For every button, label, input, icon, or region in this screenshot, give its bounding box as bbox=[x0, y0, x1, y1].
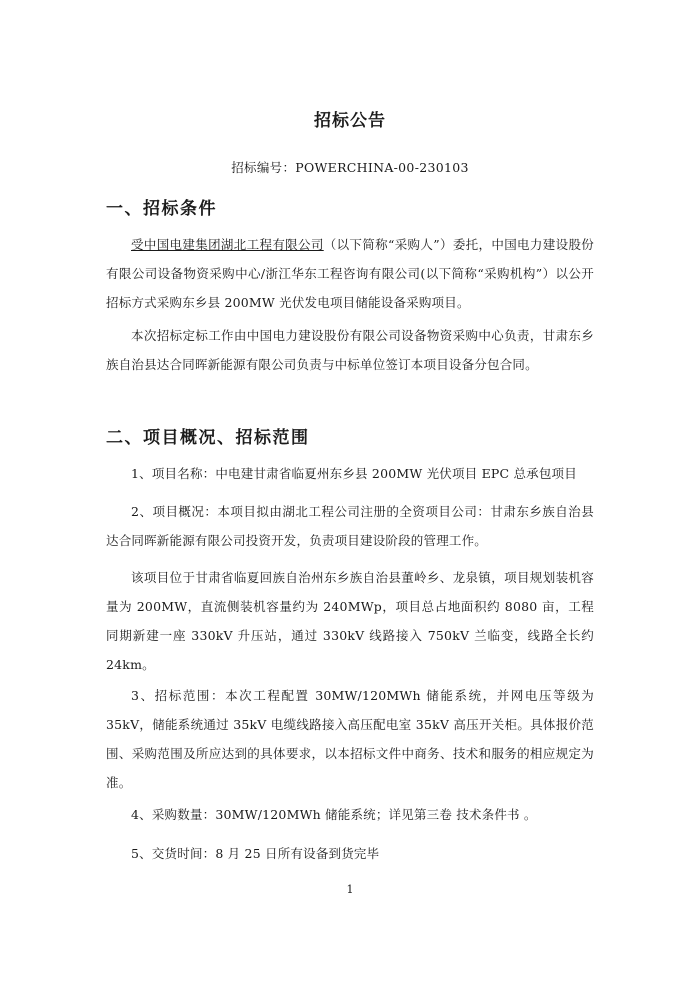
paragraph-1-text: （以下简称“采购人”）委托，中国电力建设股份有限公司设备物资采购中心/浙江华东工程咨询有限公司(以下简称“采购机构”）以公开招标方式采购东乡县 200MW 光伏发电项目储能设备采购项目。 bbox=[106, 237, 594, 310]
item-2-project-overview: 2、项目概况：本项目拟由湖北工程公司注册的全资项目公司：甘肃东乡族自治县达合同晖新能源有限公司投资开发，负责项目建设阶段的管理工作。 bbox=[106, 504, 594, 548]
section-1-paragraph-1 bbox=[106, 230, 594, 317]
purchaser-name: 受中国电建集团湖北工程有限公司 bbox=[131, 237, 324, 252]
section-1-paragraph-2: 本次招标定标工作由中国电力建设股份有限公司设备物资采购中心负责，甘肃东乡族自治县达合同晖新能源有限公司负责与中标单位签订本项目设备分包合同。 bbox=[106, 328, 594, 372]
section-2-heading: 二、项目概况、招标范围 bbox=[106, 428, 310, 448]
page-number: 1 bbox=[346, 883, 354, 896]
item-1-project-name: 1、项目名称：中电建甘肃省临夏州东乡县 200MW 光伏项目 EPC 总承包项目 bbox=[131, 466, 577, 481]
item-4-quantity: 4、采购数量：30MW/120MWh 储能系统；详见第三卷 技术条件书 。 bbox=[131, 807, 537, 822]
item-3-tender-scope: 3、招标范围：本次工程配置 30MW/120MWh 储能系统，并网电压等级为 35kV，储能系统通过 35kV 电缆线路接入高压配电室 35kV 高压开关柜。具体报价范围、采购范围及所应达到的具体要求，以本招标文件中商务、技术和服务的相应规定为准。 bbox=[106, 688, 594, 790]
section-1-heading: 一、招标条件 bbox=[106, 199, 217, 219]
tender-number: 招标编号：POWERCHINA-00-230103 bbox=[231, 160, 469, 175]
item-5-delivery-time: 5、交货时间：8 月 25 日所有设备到货完毕 bbox=[131, 846, 380, 861]
document-title: 招标公告 bbox=[314, 111, 386, 131]
item-2-project-detail: 该项目位于甘肃省临夏回族自治州东乡族自治县董岭乡、龙泉镇，项目规划装机容量为 200MW，直流侧装机容量约为 240MWp，项目总占地面积约 8080 亩，工程同期新建一座 330kV 升压站，通过 330kV 线路接入 750kV 兰临变，线路全长约 24km。 bbox=[106, 570, 594, 672]
